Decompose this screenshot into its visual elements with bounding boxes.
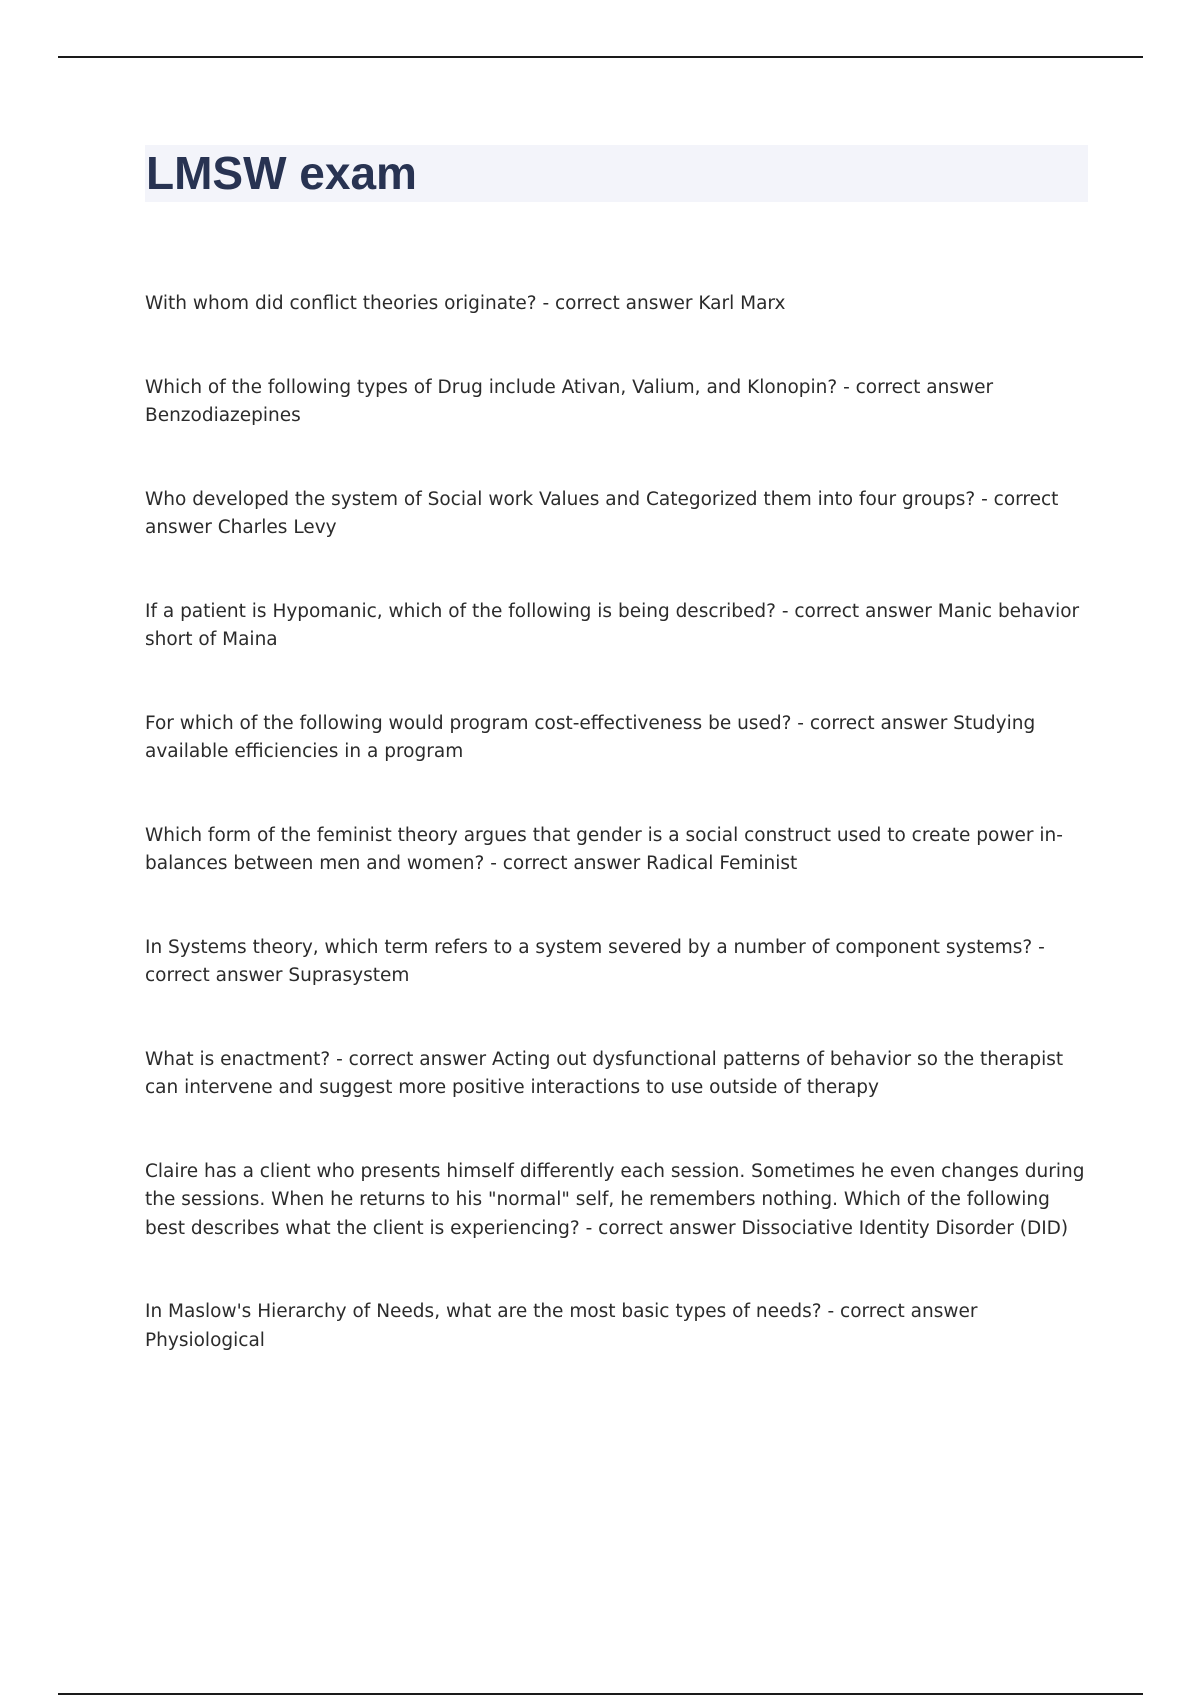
qa-item-2: Which of the following types of Drug include Ativan, Valium, and Klonopin? - correct answer Benzodiazepines [145,376,994,426]
bottom-rule [58,1693,1143,1695]
qa-item-3: Who developed the system of Social work Values and Categorized them into four groups? - correct answer Charles Levy [145,488,1059,538]
qa-list [145,290,1090,1410]
qa-item-1: With whom did conflict theories originate? - correct answer Karl Marx [145,293,786,314]
qa-item-4: If a patient is Hypomanic, which of the following is being described? - correct answer Manic behavior short of Maina [145,600,1080,650]
top-rule [58,56,1143,58]
page-title: LMSW exam [146,147,417,199]
qa-item-6: Which form of the feminist theory argues that gender is a social construct used to create power in-balances between men and women? - correct answer Radical Feminist [145,824,1063,874]
qa-item-10: In Maslow's Hierarchy of Needs, what are the most basic types of needs? - correct answer Physiological [145,1301,978,1351]
qa-item-9: Claire has a client who presents himself differently each session. Sometimes he even changes during the sessions. When he returns to his "normal" self, he remembers nothing. Which of the following best describes what the client is experiencing? - correct answer Dissociative Identity Disorder (DID) [145,1160,1085,1239]
qa-item-7: In Systems theory, which term refers to a system severed by a number of component systems? - correct answer Suprasystem [145,936,1045,986]
qa-item-5: For which of the following would program cost-effectiveness be used? - correct answer Studying available efficiencies in a program [145,712,1036,762]
qa-item-8: What is enactment? - correct answer Acting out dysfunctional patterns of behavior so the therapist can intervene and suggest more positive interactions to use outside of therapy [145,1048,1064,1098]
